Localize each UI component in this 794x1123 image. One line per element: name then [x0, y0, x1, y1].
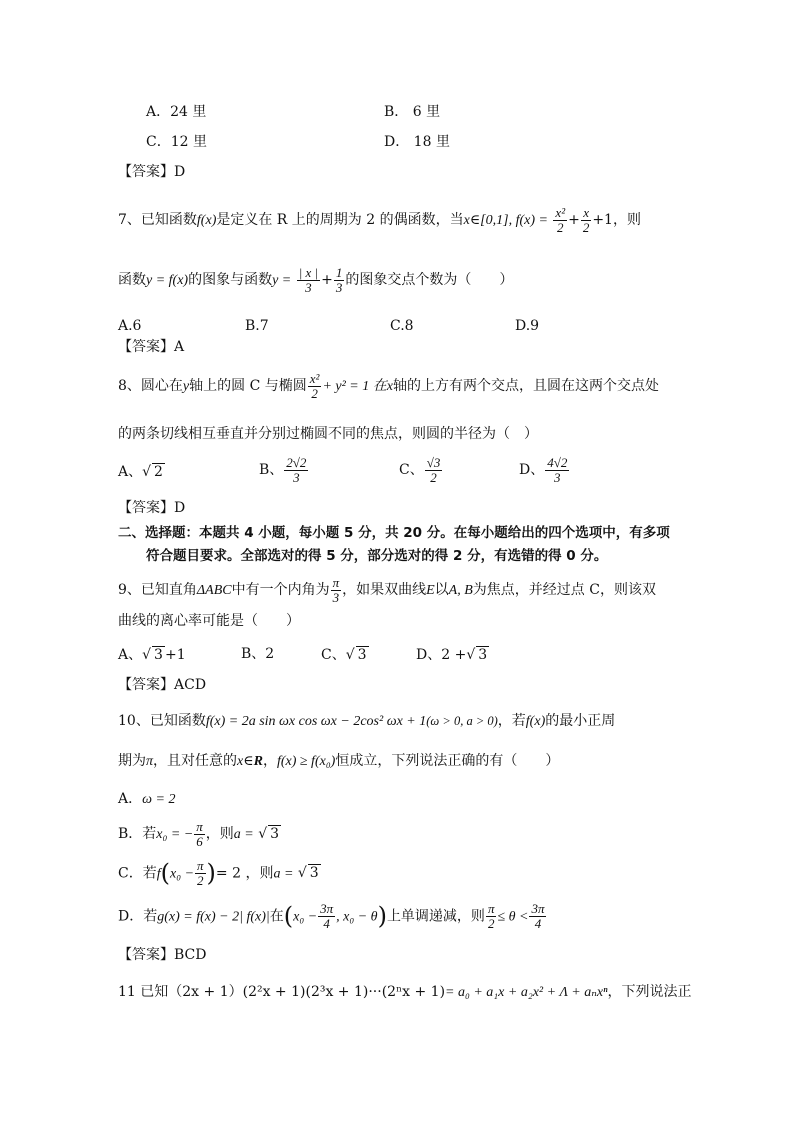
fraction: $\frac{\pi}{6}$ [196, 819, 203, 849]
fraction: $\frac{3\pi}{4}$ [320, 901, 334, 931]
q10-text: ，若 [497, 713, 526, 729]
q10-option-tail: = 2 ，则 [215, 865, 274, 882]
section-2-heading-cont: 符合题目要求。全部选对的得 5 分，部分选对的得 2 分，有选错的得 0 分。 [146, 548, 608, 564]
q10-text: 期为 [118, 753, 146, 769]
q10-option-label: C．若 [118, 865, 157, 882]
q11-text: 11 已知（2x + 1）(2²x + 1)(2³x + 1)···(2ⁿx + 1) [118, 984, 446, 1000]
q9-option-label: D、2 + [416, 647, 467, 663]
q10-inequality: f(x) ≥ f(x₀) [276, 754, 336, 769]
q7-text: 函数 [118, 272, 146, 289]
q9-option-label: A、 [118, 647, 143, 663]
q10-text: 10、已知函数 [118, 713, 206, 729]
q8-option-d [519, 456, 570, 484]
q9-text: 以 [434, 582, 449, 599]
fraction: $\frac{1}{3}$ [335, 265, 343, 295]
q10-option-a-math: ω = 2 [142, 792, 176, 807]
q7-line-1: 7、已知函数f(x)是定义在 R 上的周期为 2 的偶函数，当x∈[0,1], f(x) = $\frac{\text{x²}}{2}$ + $\frac{x}{2}$ +1，则 [118, 205, 641, 235]
q11-expansion: = a₀ + a₁x + a₂x² + Λ + aₙxⁿ [445, 985, 608, 1000]
q8-option-label: C、 [399, 462, 424, 479]
fraction: $\frac{4√2}{3}$ [547, 455, 568, 485]
fraction: $\frac{\pi}{2}$ [487, 901, 495, 931]
q7-option-c: C.8 [390, 318, 414, 334]
q7-text: 7、已知函数 [118, 212, 197, 229]
q9-text: ，如果双曲线 [342, 582, 427, 599]
q9-answer: 【答案】ACD [118, 677, 207, 693]
q10-option-tail: ，则 [205, 826, 234, 843]
q10-option-b: B．若x₀ = − $\frac{\pi}{6}$ ，则a = √ 3 [118, 820, 281, 848]
fraction: $\frac{| x |}{3}$ [298, 265, 319, 295]
q8-answer: 【答案】D [118, 500, 186, 516]
fraction: $\frac{\pi}{2}$ [197, 858, 204, 888]
q8-option-label: A、 [118, 464, 143, 480]
q10-text: ， [262, 753, 277, 769]
q9-option-d: D、2 +√ 3 [416, 646, 489, 664]
q7-line-2: 函数y = f(x)的图象与函数y = $\frac{| x |}{3}$ + $\frac{1}{3}$ 的图象交点个数为（ ） [118, 265, 514, 295]
q9-text: 中有一个内角为 [231, 582, 330, 599]
q8-ellipse: + y² = 1 在 [322, 379, 387, 395]
q10-option-d-math: g(x) = f(x) − 2| f(x)| [157, 909, 270, 925]
q8-text: 轴上的圆 C 与椭圆 [189, 378, 307, 395]
fraction: $\frac{x}{2}$ [582, 205, 590, 235]
q7-text: 是定义在 R 上的周期为 2 的偶函数，当 [216, 212, 464, 229]
q10-text: ，且对任意的 [153, 753, 238, 769]
fraction: $\frac{2√2}{3}$ [286, 455, 307, 485]
q7-option-d: D.9 [515, 318, 540, 334]
q6-option-d: D． 18 里 [384, 134, 450, 150]
q8-option-label: B、 [259, 462, 284, 479]
q7-fx: f(x) [196, 213, 217, 229]
q7-option-a: A.6 [118, 318, 142, 334]
fraction: $\frac{\text{x²}}{2}$ [309, 371, 320, 401]
q9-option-b: B、2 [241, 646, 275, 662]
q6-option-c: C．12 里 [146, 134, 207, 150]
q11-line-1 [118, 984, 692, 1002]
q10-option-a [118, 791, 175, 809]
fraction: $\frac{\pi}{3}$ [332, 575, 340, 605]
q8-line-2: 的两条切线相互垂直并分别过椭圆不同的焦点，则圆的半径为（ ） [118, 426, 538, 442]
q9-option-a: A、√ 3 +1 [118, 646, 186, 664]
fraction: $\frac{\text{x²}}{2}$ [555, 205, 566, 235]
q10-condition: (ω > 0, a > 0) [426, 714, 498, 728]
q10-line-1: 10、已知函数f(x) = 2a sin ωx cos ωx − 2cos² ωx + 1(ω > 0, a > 0)，若f(x)的最小正周 [118, 713, 616, 729]
q8-line-1: 8、圆心在y轴上的圆 C 与椭圆 $\frac{\text{x²}}{2}$ + y² = 1 在x轴的上方有两个交点，且圆在这两个交点处 [118, 371, 659, 401]
fraction: $\frac{√3}{2}$ [426, 455, 441, 485]
q6-answer: 【答案】D [118, 164, 186, 180]
q7-condition: x∈[0,1], f(x) = [463, 213, 548, 229]
q8-text: 8、圆心在 [118, 378, 183, 395]
q9-triangle: ΔABC [196, 583, 232, 599]
q7-text: +1，则 [592, 212, 641, 229]
fraction: $\frac{3\pi}{4}$ [531, 901, 545, 931]
q11-text: ，下列说法正 [607, 984, 692, 1000]
q10-text: 的最小正周 [545, 713, 616, 729]
q10-option-label: D．若 [118, 908, 158, 925]
section-2-heading: 二、选择题：本题共 4 小题，每小题 5 分，共 20 分。在每小题给出的四个选项中，有多项 [118, 525, 670, 541]
q6-option-a: A．24 里 [146, 104, 207, 120]
q9-line-2: 曲线的离心率可能是（ ） [118, 613, 300, 629]
q10-option-c: C．若f(x₀ − $\frac{\pi}{2}$ )= 2 ，则a = √ 3 [118, 859, 321, 888]
q10-option-d: D．若g(x) = f(x) − 2| f(x)|在(x₀ − $\frac{3\pi}{4}$ , x₀ − θ)上单调递减，则 $\frac{\pi}{2}$ ≤ θ < $\frac{3\pi}{4}$ [118, 901, 545, 931]
q7-y-fx: y = f(x) [146, 273, 189, 289]
q8-option-label: D、 [519, 462, 545, 479]
q10-function: f(x) = 2a sin ωx cos ωx − 2cos² ωx + 1 [205, 714, 427, 729]
q9-option-c: C、√ 3 [321, 646, 369, 664]
q9-line-1: 9、已知直角ΔABC中有一个内角为 $\frac{\pi}{3}$ ，如果双曲线E以A, B为焦点，并经过点 C，则该双 [118, 575, 656, 605]
q6-option-b: B． 6 里 [384, 104, 441, 120]
q10-option-in: 在 [269, 908, 284, 925]
q8-text: 轴的上方有两个交点，且圆在这两个交点处 [392, 378, 659, 395]
q10-option-label: A． [118, 791, 143, 807]
q10-line-2: 期为π，且对任意的x∈R，f(x) ≥ f(x₀)恒成立，下列说法正确的有（ ） [118, 753, 560, 769]
q7-option-b: B.7 [245, 318, 269, 334]
q10-option-label: B．若 [118, 826, 157, 843]
q9-text: 9、已知直角 [118, 582, 197, 599]
q10-answer: 【答案】BCD [118, 947, 207, 963]
q9-text: 为焦点，并经过点 C，则该双 [472, 582, 656, 599]
q10-text: 恒成立，下列说法正确的有（ ） [335, 753, 560, 769]
q8-option-a: A、√ 2 [118, 463, 165, 481]
q9-option-label: C、 [321, 647, 346, 663]
q7-answer: 【答案】A [118, 339, 185, 355]
q8-option-b [259, 456, 309, 484]
q7-text: 的图象交点个数为（ ） [345, 272, 514, 289]
q7-text: 的图象与函数 [188, 272, 273, 289]
q9-option-tail: +1 [164, 647, 186, 663]
q8-option-c [399, 456, 443, 484]
q10-option-mid: 上单调递减，则 [386, 908, 485, 925]
